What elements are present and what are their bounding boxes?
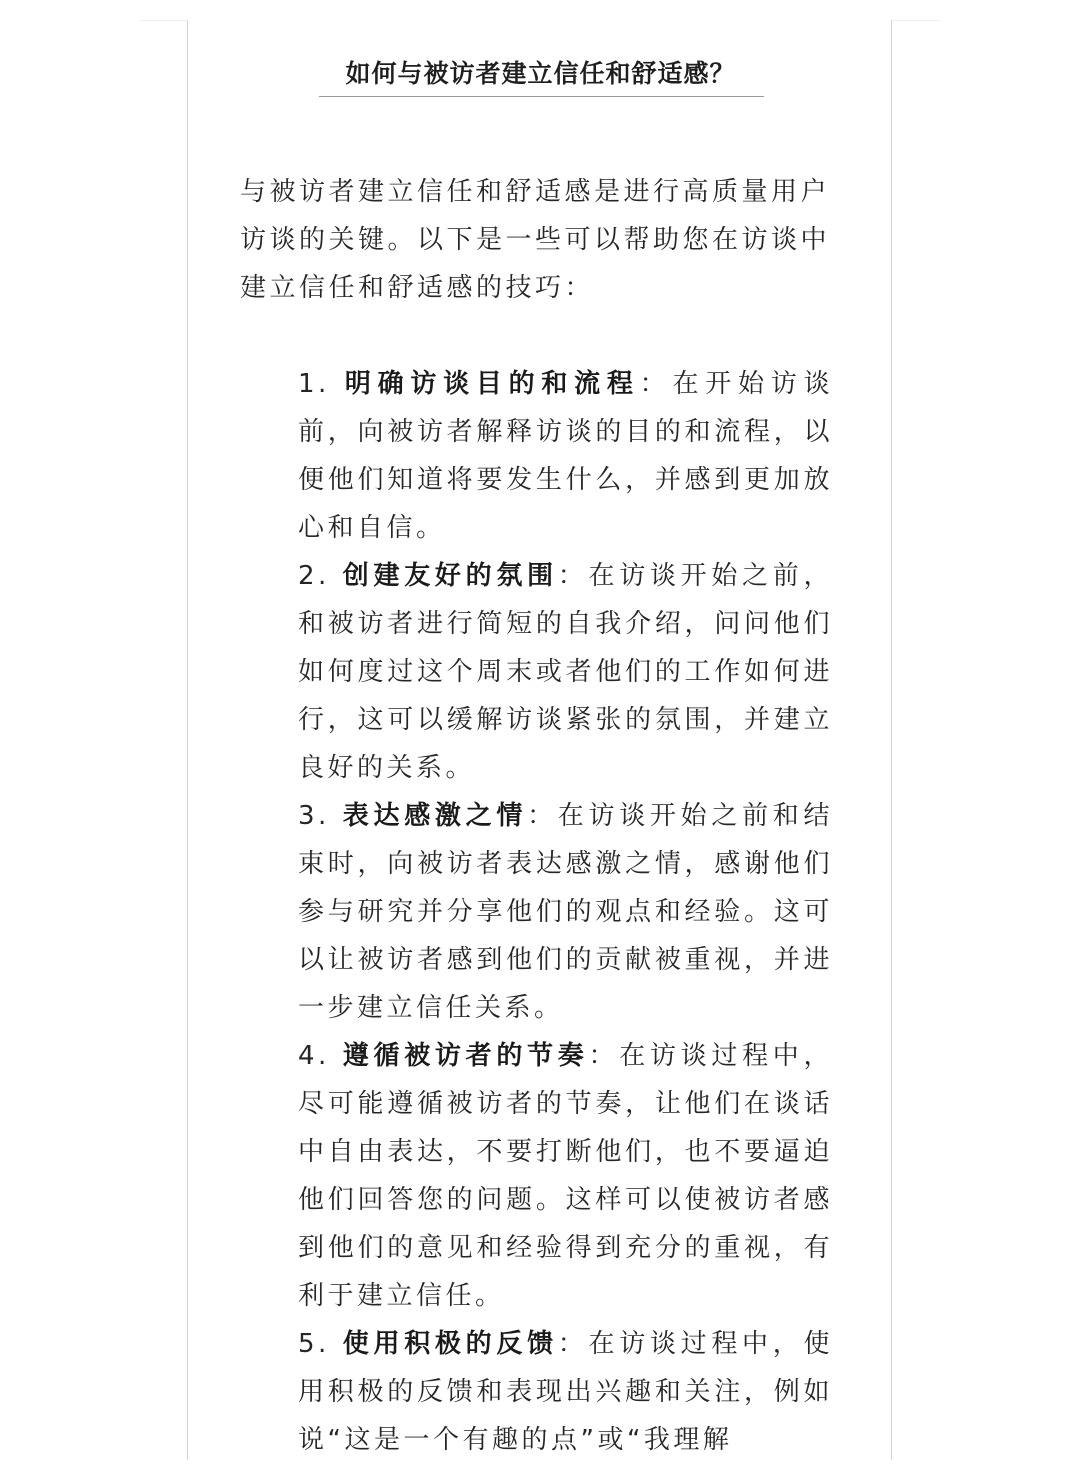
article-title: 如何与被访者建立信任和舒适感？ <box>345 59 736 88</box>
tip-number: 1. <box>298 369 345 399</box>
tip-heading: 遵循被访者的节奏 <box>342 1041 589 1071</box>
intro-paragraph: 与被访者建立信任和舒适感是进行高质量用户访谈的关键。以下是一些可以帮助您在访谈中建立信任和舒适感的技巧： <box>240 177 831 303</box>
tip-heading: 表达感激之情 <box>342 801 528 831</box>
article-card <box>187 20 892 1460</box>
tip-separator: ： <box>588 1041 620 1071</box>
tip-item <box>298 552 833 792</box>
tip-separator: ： <box>557 561 589 591</box>
tip-body: 在访谈开始之前和结束时，向被访者表达感激之情，感谢他们参与研究并分享他们的观点和经验。这可以让被访者感到他们的贡献被重视，并进一步建立信任关系。 <box>298 801 833 1023</box>
tip-number: 4. <box>298 1041 343 1071</box>
tip-number: 5. <box>298 1329 343 1359</box>
tip-item <box>298 360 833 552</box>
tip-body: 在访谈过程中，尽可能遵循被访者的节奏，让他们在谈话中自由表达，不要打断他们，也不要逼迫他们回答您的问题。这样可以使被访者感到他们的意见和经验得到充分的重视，有利于建立信任。 <box>298 1041 833 1311</box>
title-underline <box>319 96 764 97</box>
tip-separator: ： <box>557 1329 589 1359</box>
tip-separator: ： <box>527 801 558 831</box>
tip-body: 在访谈开始之前，和被访者进行简短的自我介绍，问问他们如何度过这个周末或者他们的工作如何进行，这可以缓解访谈紧张的氛围，并建立良好的关系。 <box>298 561 833 783</box>
tip-number: 3. <box>298 801 343 831</box>
tip-body: 在访谈过程中，使用积极的反馈和表现出兴趣和关注，例如说“这是一个有趣的点”或“我理解 <box>298 1329 833 1455</box>
tip-item <box>298 1032 833 1320</box>
tip-heading: 创建友好的氛围 <box>342 561 558 591</box>
tips-list <box>298 360 833 1464</box>
tip-separator: ： <box>639 369 673 399</box>
tip-heading: 明确访谈目的和流程 <box>344 369 640 399</box>
tip-number: 2. <box>298 561 343 591</box>
tip-heading: 使用积极的反馈 <box>342 1329 558 1359</box>
tip-item <box>298 792 833 1032</box>
tip-body: 在开始访谈前，向被访者解释访谈的目的和流程，以便他们知道将要发生什么，并感到更加放心和自信。 <box>298 369 833 543</box>
tip-item <box>298 1320 833 1464</box>
